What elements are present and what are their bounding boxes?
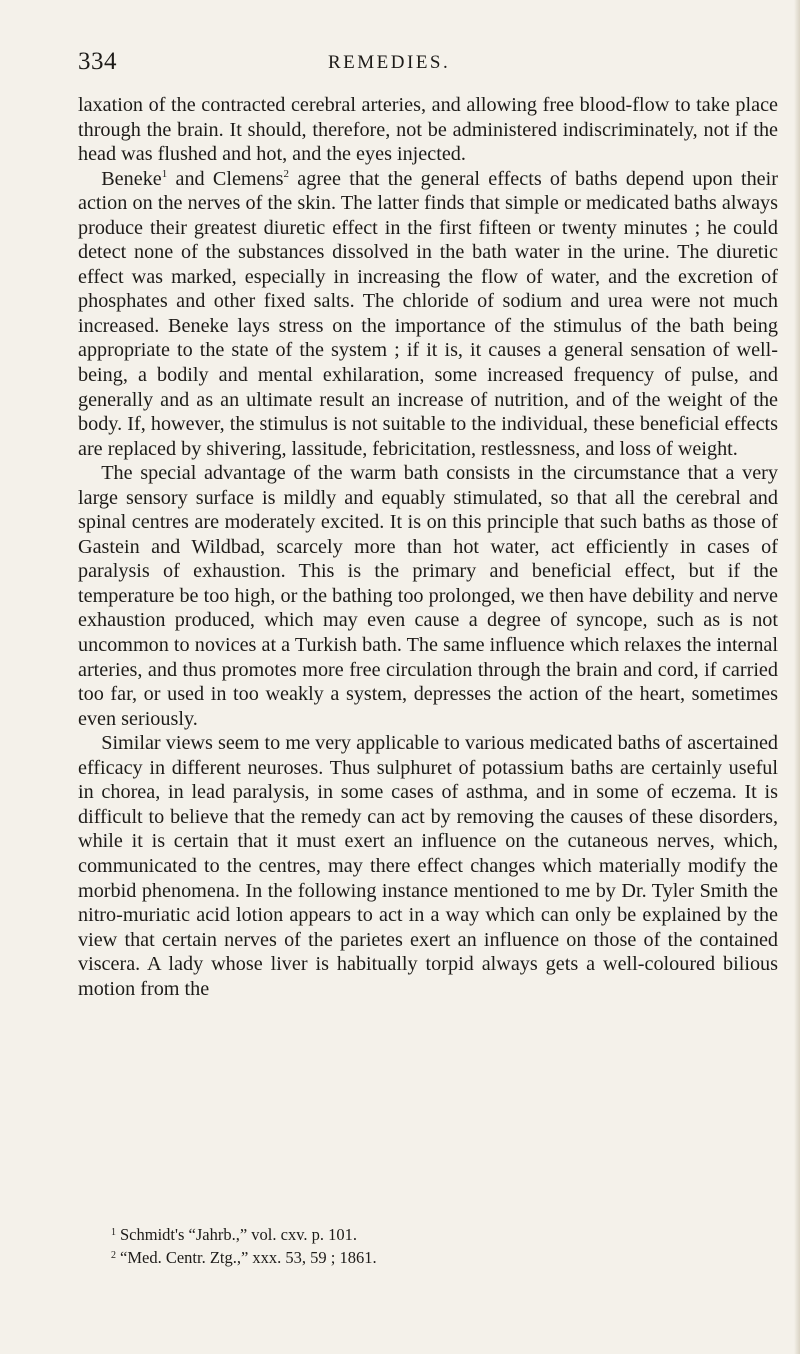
footnote-text: “Med. Centr. Ztg.,” xxx. 53, 59 ; 1861. bbox=[120, 1248, 377, 1267]
paragraph: Similar views seem to me very applicable to various medicated baths of ascertained efficacy in different neuroses. Thus sulphuret of potassium baths are certainly useful in chorea, in lead paralysis, in some cases of asthma, and in some of eczema. It is difficult to believe that the remedy can act by removing the causes of these disorders, while it is certain that it must exert an influence on the cutaneous nerves, which, communicated to the centres, may there effect changes which materially modify the morbid phenomena. In the following instance mentioned to me by Dr. Tyler Smith the nitro-muriatic acid lotion appears to act in a way which can only be explained by the view that certain nerves of the parietes exert an influence on those of the contained viscera. A lady whose liver is habitually torpid always gets a well-coloured bilious motion from the bbox=[78, 732, 778, 1000]
footnote bbox=[98, 1245, 738, 1268]
paragraph-text: agree that the general effects of baths depend upon their action on the nerves of the skin. bbox=[78, 167, 778, 215]
paragraph: laxation of the contracted cerebral arteries, and allowing free blood-flow to take place through the brain. It should, therefore, not be administered indiscriminately, not if the head was flushed and hot, and the eyes injected. bbox=[78, 94, 778, 166]
connector-text: and bbox=[167, 167, 213, 190]
page-header bbox=[78, 48, 778, 82]
footnote-text: Schmidt's “Jahrb.,” vol. cxv. p. 101. bbox=[120, 1225, 357, 1244]
paragraph bbox=[78, 167, 778, 462]
footnote bbox=[98, 1222, 738, 1245]
running-head: REMEDIES. bbox=[328, 52, 451, 73]
footnote-ref[interactable]: 1 bbox=[161, 167, 168, 180]
author-name: Clemens bbox=[212, 167, 284, 190]
footnote-ref[interactable]: 2 bbox=[283, 167, 290, 180]
paragraph: The special advantage of the warm bath consists in the circumstance that a very large sensory surface is mildly and equably stimulated, so that all the cerebral and spinal centres are moderately excited. It is on this principle that such baths as those of Gastein and Wildbad, scarcely more than hot water, act efficiently in cases of paralysis of exhaustion. This is the primary and beneficial effect, but if the temperature be too high, or the bathing too prolonged, we then have debility and nerve exhaustion produced, which may even cause a degree of syncope, such as is not uncommon to novices at a Turkish bath. The same influence which relaxes the internal arteries, and thus promotes more free circulation through the brain and cord, if carried too far, or used in too weakly a system, depresses the action of the heart, sometimes even seriously. bbox=[78, 462, 778, 730]
paragraph-text: The latter finds that simple or medicated baths always produce their greatest diuretic effect in the first fifteen or twenty minutes ; he could detect none of the substances dissolved in the bath water in the urine. The diuretic effect was marked, especially in increasing the flow of water, and the excretion of phosphates and other fixed salts. The chloride of sodium and urea were not much increased. Beneke lays stress on the importance of the stimulus of the bath being appropriate to the state of the system ; if it is, it causes a general sensation of well-being, a bodily and mental exhilaration, some increased frequency of pulse, and generally and as an ultimate result an increase of nutrition, and of the weight of the body. If, however, the stimulus is not suitable to the individual, these beneficial effects are replaced by shivering, lassitude, febricitation, restlessness, and loss of weight. bbox=[78, 192, 778, 460]
page-number: 334 bbox=[78, 48, 117, 75]
footnotes bbox=[98, 1222, 738, 1268]
author-name: Beneke bbox=[101, 167, 162, 190]
page-edge bbox=[794, 0, 800, 1354]
body-text bbox=[78, 93, 778, 1001]
footnote-mark: 1 bbox=[111, 1227, 116, 1238]
footnote-mark: 2 bbox=[111, 1250, 116, 1261]
